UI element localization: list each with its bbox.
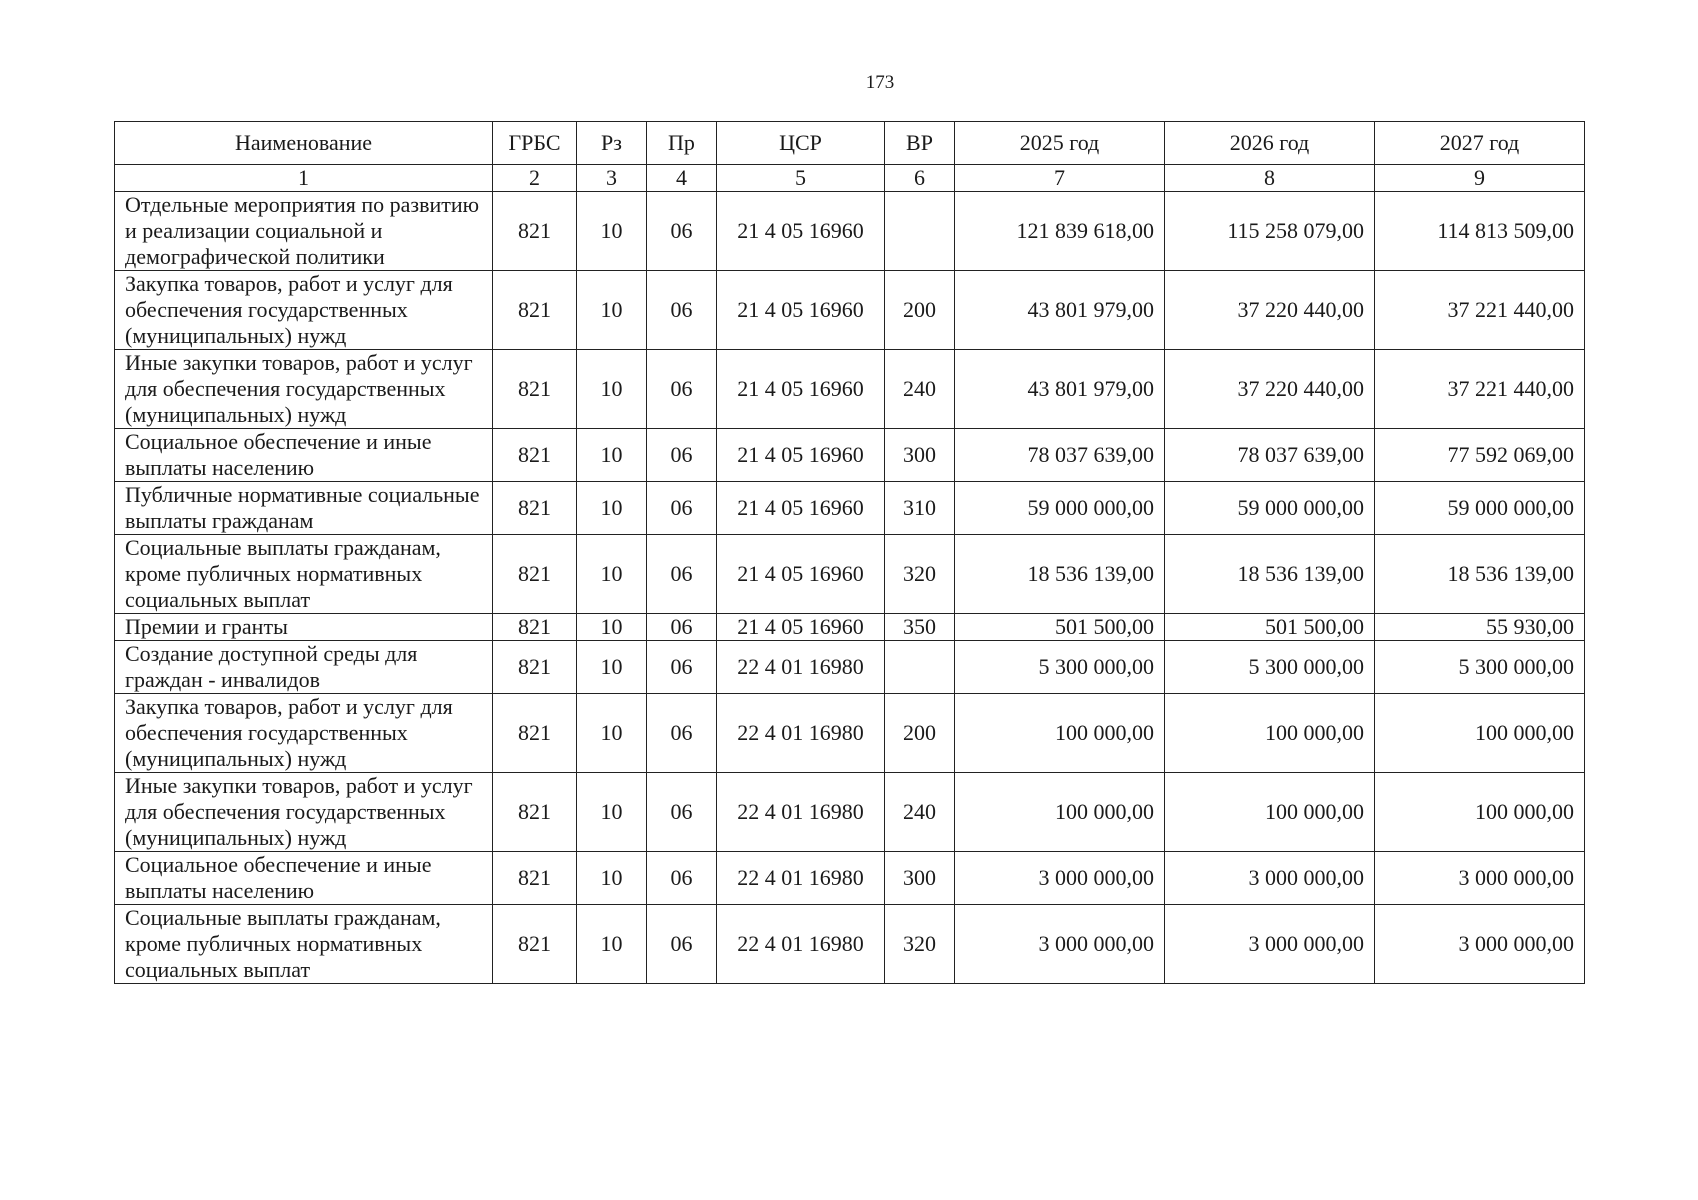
cell-2026: 18 536 139,00 bbox=[1165, 535, 1375, 614]
cell-2025: 100 000,00 bbox=[955, 694, 1165, 773]
cell-rz: 10 bbox=[577, 773, 647, 852]
table-row bbox=[115, 905, 1585, 984]
column-number: 7 bbox=[955, 165, 1165, 192]
header-csr: ЦСР bbox=[717, 122, 885, 165]
cell-csr: 22 4 01 16980 bbox=[717, 694, 885, 773]
cell-pr: 06 bbox=[647, 614, 717, 641]
header-name: Наименование bbox=[115, 122, 493, 165]
cell-vr bbox=[885, 641, 955, 694]
cell-grbs: 821 bbox=[493, 482, 577, 535]
cell-csr: 22 4 01 16980 bbox=[717, 773, 885, 852]
table-row bbox=[115, 773, 1585, 852]
cell-2025: 59 000 000,00 bbox=[955, 482, 1165, 535]
cell-grbs: 821 bbox=[493, 852, 577, 905]
cell-2025: 121 839 618,00 bbox=[955, 192, 1165, 271]
cell-rz: 10 bbox=[577, 192, 647, 271]
cell-csr: 21 4 05 16960 bbox=[717, 350, 885, 429]
header-2025: 2025 год bbox=[955, 122, 1165, 165]
table-row bbox=[115, 535, 1585, 614]
cell-vr: 320 bbox=[885, 535, 955, 614]
cell-grbs: 821 bbox=[493, 192, 577, 271]
cell-2027: 59 000 000,00 bbox=[1375, 482, 1585, 535]
cell-grbs: 821 bbox=[493, 350, 577, 429]
column-number-row bbox=[115, 165, 1585, 192]
cell-rz: 10 bbox=[577, 535, 647, 614]
cell-rz: 10 bbox=[577, 852, 647, 905]
header-2026: 2026 год bbox=[1165, 122, 1375, 165]
cell-2026: 115 258 079,00 bbox=[1165, 192, 1375, 271]
cell-2026: 5 300 000,00 bbox=[1165, 641, 1375, 694]
cell-csr: 21 4 05 16960 bbox=[717, 614, 885, 641]
header-2027: 2027 год bbox=[1375, 122, 1585, 165]
cell-name: Создание доступной среды для граждан - инвалидов bbox=[115, 641, 493, 694]
table-row bbox=[115, 350, 1585, 429]
column-number: 6 bbox=[885, 165, 955, 192]
cell-pr: 06 bbox=[647, 192, 717, 271]
cell-rz: 10 bbox=[577, 905, 647, 984]
cell-name: Отдельные мероприятия по развитию и реализации социальной и демографической политики bbox=[115, 192, 493, 271]
cell-vr: 350 bbox=[885, 614, 955, 641]
header-rz: Рз bbox=[577, 122, 647, 165]
cell-2026: 3 000 000,00 bbox=[1165, 852, 1375, 905]
cell-rz: 10 bbox=[577, 271, 647, 350]
cell-2027: 114 813 509,00 bbox=[1375, 192, 1585, 271]
cell-2025: 501 500,00 bbox=[955, 614, 1165, 641]
cell-grbs: 821 bbox=[493, 535, 577, 614]
cell-vr: 200 bbox=[885, 694, 955, 773]
cell-vr: 240 bbox=[885, 773, 955, 852]
cell-grbs: 821 bbox=[493, 773, 577, 852]
cell-name: Премии и гранты bbox=[115, 614, 493, 641]
cell-grbs: 821 bbox=[493, 429, 577, 482]
cell-2025: 43 801 979,00 bbox=[955, 271, 1165, 350]
cell-2027: 3 000 000,00 bbox=[1375, 905, 1585, 984]
cell-vr: 300 bbox=[885, 852, 955, 905]
cell-2026: 37 220 440,00 bbox=[1165, 271, 1375, 350]
cell-csr: 21 4 05 16960 bbox=[717, 271, 885, 350]
header-grbs: ГРБС bbox=[493, 122, 577, 165]
cell-pr: 06 bbox=[647, 535, 717, 614]
cell-name: Закупка товаров, работ и услуг для обеспечения государственных (муниципальных) нужд bbox=[115, 694, 493, 773]
cell-name: Социальные выплаты гражданам, кроме публичных нормативных социальных выплат bbox=[115, 905, 493, 984]
cell-csr: 21 4 05 16960 bbox=[717, 192, 885, 271]
header-row bbox=[115, 122, 1585, 165]
cell-vr: 200 bbox=[885, 271, 955, 350]
cell-pr: 06 bbox=[647, 429, 717, 482]
cell-grbs: 821 bbox=[493, 641, 577, 694]
cell-rz: 10 bbox=[577, 482, 647, 535]
cell-2027: 77 592 069,00 bbox=[1375, 429, 1585, 482]
cell-name: Социальные выплаты гражданам, кроме публичных нормативных социальных выплат bbox=[115, 535, 493, 614]
table-row bbox=[115, 429, 1585, 482]
table-row bbox=[115, 614, 1585, 641]
cell-csr: 21 4 05 16960 bbox=[717, 535, 885, 614]
cell-name: Иные закупки товаров, работ и услуг для обеспечения государственных (муниципальных) нужд bbox=[115, 350, 493, 429]
cell-2025: 3 000 000,00 bbox=[955, 852, 1165, 905]
column-number: 1 bbox=[115, 165, 493, 192]
cell-2026: 501 500,00 bbox=[1165, 614, 1375, 641]
cell-2027: 100 000,00 bbox=[1375, 694, 1585, 773]
cell-2025: 3 000 000,00 bbox=[955, 905, 1165, 984]
table-body bbox=[115, 192, 1585, 984]
column-number: 8 bbox=[1165, 165, 1375, 192]
cell-2026: 78 037 639,00 bbox=[1165, 429, 1375, 482]
cell-name: Социальное обеспечение и иные выплаты населению bbox=[115, 429, 493, 482]
cell-2025: 18 536 139,00 bbox=[955, 535, 1165, 614]
column-number: 2 bbox=[493, 165, 577, 192]
column-number: 4 bbox=[647, 165, 717, 192]
cell-csr: 22 4 01 16980 bbox=[717, 905, 885, 984]
cell-2026: 100 000,00 bbox=[1165, 773, 1375, 852]
cell-pr: 06 bbox=[647, 773, 717, 852]
cell-pr: 06 bbox=[647, 350, 717, 429]
cell-vr: 240 bbox=[885, 350, 955, 429]
cell-name: Публичные нормативные социальные выплаты гражданам bbox=[115, 482, 493, 535]
cell-csr: 21 4 05 16960 bbox=[717, 429, 885, 482]
cell-2025: 43 801 979,00 bbox=[955, 350, 1165, 429]
cell-2027: 37 221 440,00 bbox=[1375, 271, 1585, 350]
cell-rz: 10 bbox=[577, 641, 647, 694]
cell-2025: 100 000,00 bbox=[955, 773, 1165, 852]
cell-2027: 100 000,00 bbox=[1375, 773, 1585, 852]
cell-vr bbox=[885, 192, 955, 271]
cell-2027: 37 221 440,00 bbox=[1375, 350, 1585, 429]
cell-rz: 10 bbox=[577, 350, 647, 429]
column-number: 5 bbox=[717, 165, 885, 192]
header-pr: Пр bbox=[647, 122, 717, 165]
cell-2026: 100 000,00 bbox=[1165, 694, 1375, 773]
cell-rz: 10 bbox=[577, 614, 647, 641]
cell-grbs: 821 bbox=[493, 694, 577, 773]
budget-table bbox=[114, 121, 1585, 984]
cell-2026: 3 000 000,00 bbox=[1165, 905, 1375, 984]
cell-grbs: 821 bbox=[493, 271, 577, 350]
cell-name: Закупка товаров, работ и услуг для обеспечения государственных (муниципальных) нужд bbox=[115, 271, 493, 350]
cell-vr: 300 bbox=[885, 429, 955, 482]
cell-csr: 22 4 01 16980 bbox=[717, 641, 885, 694]
cell-2026: 37 220 440,00 bbox=[1165, 350, 1375, 429]
cell-pr: 06 bbox=[647, 694, 717, 773]
cell-2027: 55 930,00 bbox=[1375, 614, 1585, 641]
cell-2025: 78 037 639,00 bbox=[955, 429, 1165, 482]
cell-2027: 3 000 000,00 bbox=[1375, 852, 1585, 905]
cell-name: Иные закупки товаров, работ и услуг для обеспечения государственных (муниципальных) нужд bbox=[115, 773, 493, 852]
table-row bbox=[115, 852, 1585, 905]
cell-rz: 10 bbox=[577, 694, 647, 773]
header-vr: ВР bbox=[885, 122, 955, 165]
cell-pr: 06 bbox=[647, 905, 717, 984]
table-row bbox=[115, 271, 1585, 350]
table-row bbox=[115, 192, 1585, 271]
column-number: 9 bbox=[1375, 165, 1585, 192]
cell-pr: 06 bbox=[647, 641, 717, 694]
cell-name: Социальное обеспечение и иные выплаты населению bbox=[115, 852, 493, 905]
table-row bbox=[115, 482, 1585, 535]
cell-pr: 06 bbox=[647, 271, 717, 350]
page-number: 173 bbox=[865, 72, 895, 93]
cell-pr: 06 bbox=[647, 482, 717, 535]
cell-2026: 59 000 000,00 bbox=[1165, 482, 1375, 535]
cell-grbs: 821 bbox=[493, 905, 577, 984]
cell-2025: 5 300 000,00 bbox=[955, 641, 1165, 694]
cell-grbs: 821 bbox=[493, 614, 577, 641]
cell-rz: 10 bbox=[577, 429, 647, 482]
table-row bbox=[115, 694, 1585, 773]
cell-pr: 06 bbox=[647, 852, 717, 905]
table-row bbox=[115, 641, 1585, 694]
cell-2027: 18 536 139,00 bbox=[1375, 535, 1585, 614]
cell-vr: 310 bbox=[885, 482, 955, 535]
cell-vr: 320 bbox=[885, 905, 955, 984]
cell-csr: 22 4 01 16980 bbox=[717, 852, 885, 905]
column-number: 3 bbox=[577, 165, 647, 192]
cell-2027: 5 300 000,00 bbox=[1375, 641, 1585, 694]
cell-csr: 21 4 05 16960 bbox=[717, 482, 885, 535]
